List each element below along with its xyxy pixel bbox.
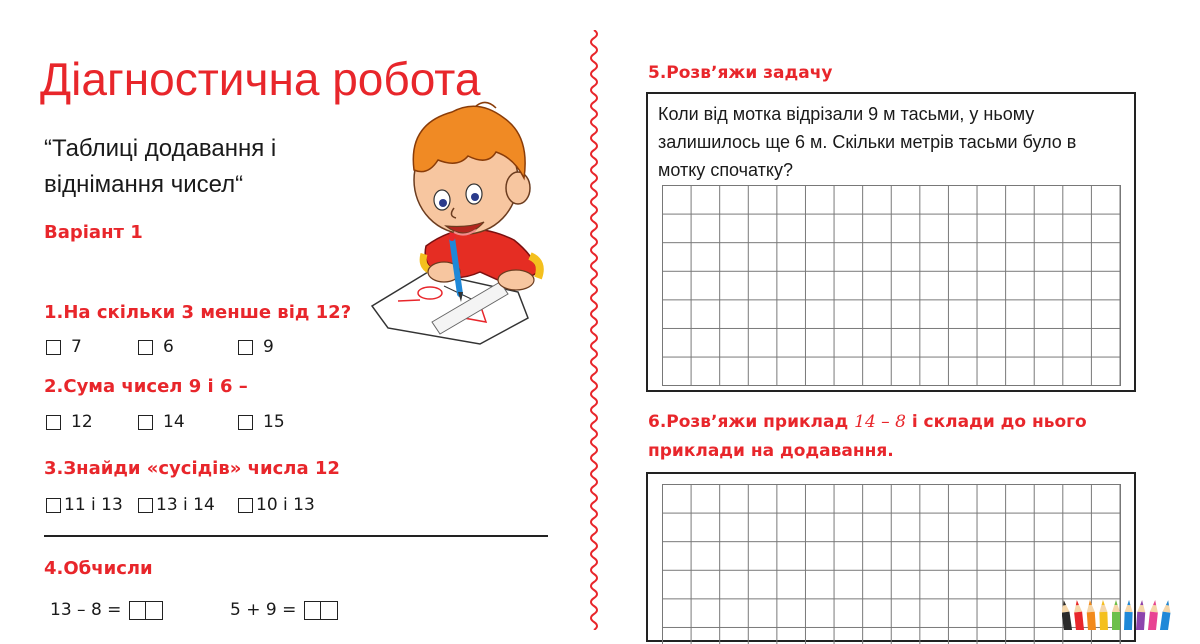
option-label: 14 xyxy=(163,412,185,432)
task-4-expression xyxy=(50,600,163,620)
pencil xyxy=(1099,600,1108,630)
pencil xyxy=(1086,600,1096,630)
task-6-expression: 14 – 8 xyxy=(854,412,906,432)
answer-grid[interactable] xyxy=(662,185,1121,386)
task-2-heading: 2.Сума чисел 9 і 6 – xyxy=(44,376,248,397)
task-6-heading-end: і склади до нього приклади на додавання. xyxy=(648,412,1087,461)
task-1-heading: 1.На скільки 3 менше від 12? xyxy=(44,302,352,323)
option-label: 10 і 13 xyxy=(256,495,315,515)
task-4-expression xyxy=(230,600,338,620)
task-6-heading-start: 6.Розвʼяжи приклад xyxy=(648,412,849,432)
task-2-option[interactable] xyxy=(238,412,285,432)
task-3-option[interactable] xyxy=(46,495,123,515)
task-2-option[interactable] xyxy=(138,412,185,432)
option-label: 13 і 14 xyxy=(156,495,215,515)
checkbox[interactable] xyxy=(238,498,253,513)
page-title: Діагностична робота xyxy=(40,53,481,105)
boy-writing-illustration xyxy=(368,96,568,348)
pencil xyxy=(1160,600,1172,630)
pencil xyxy=(1073,600,1084,630)
expression-text: 13 – 8 = xyxy=(50,600,122,620)
checkbox[interactable] xyxy=(138,340,153,355)
checkbox[interactable] xyxy=(138,415,153,430)
pencil xyxy=(1112,600,1120,630)
checkbox[interactable] xyxy=(238,415,253,430)
task-3-heading: 3.Знайди «сусідів» числа 12 xyxy=(44,458,340,479)
task-3-option[interactable] xyxy=(138,495,215,515)
pencil xyxy=(1062,600,1072,630)
section-divider xyxy=(44,535,548,537)
task-3-option[interactable] xyxy=(238,495,315,515)
checkbox[interactable] xyxy=(46,498,61,513)
answer-grid[interactable] xyxy=(662,484,1121,644)
option-label: 12 xyxy=(71,412,93,432)
pencil xyxy=(1124,600,1133,630)
checkbox[interactable] xyxy=(138,498,153,513)
checkbox[interactable] xyxy=(46,415,61,430)
answer-cells[interactable] xyxy=(129,601,163,620)
pencil xyxy=(1136,600,1146,630)
task-1-option[interactable] xyxy=(138,337,174,357)
task-6-heading xyxy=(648,408,1128,466)
checkbox[interactable] xyxy=(46,340,61,355)
colored-pencils-icon xyxy=(1062,596,1180,630)
task-5-heading: 5.Розвʼяжи задачу xyxy=(648,63,833,83)
option-label: 7 xyxy=(71,337,82,357)
task-5-panel xyxy=(646,92,1136,392)
option-label: 6 xyxy=(163,337,174,357)
wavy-separator xyxy=(584,30,604,630)
task-5-problem: Коли від мотка відрізали 9 м тасьми, у ньому залишилось ще 6 м. Скільки метрів тасьми було в мотку спочатку? xyxy=(658,104,1077,180)
expression-text: 5 + 9 = xyxy=(230,600,297,620)
task-1-option[interactable] xyxy=(238,337,274,357)
pencil xyxy=(1148,600,1159,630)
task-1-option[interactable] xyxy=(46,337,82,357)
option-label: 9 xyxy=(263,337,274,357)
variant-label: Варіант 1 xyxy=(44,222,143,243)
task-4-heading: 4.Обчисли xyxy=(44,558,153,579)
worksheet-subtitle: “Таблиці додавання і віднімання чисел“ xyxy=(44,135,277,198)
option-label: 15 xyxy=(263,412,285,432)
option-label: 11 і 13 xyxy=(64,495,123,515)
task-2-option[interactable] xyxy=(46,412,93,432)
answer-cells[interactable] xyxy=(304,601,338,620)
checkbox[interactable] xyxy=(238,340,253,355)
